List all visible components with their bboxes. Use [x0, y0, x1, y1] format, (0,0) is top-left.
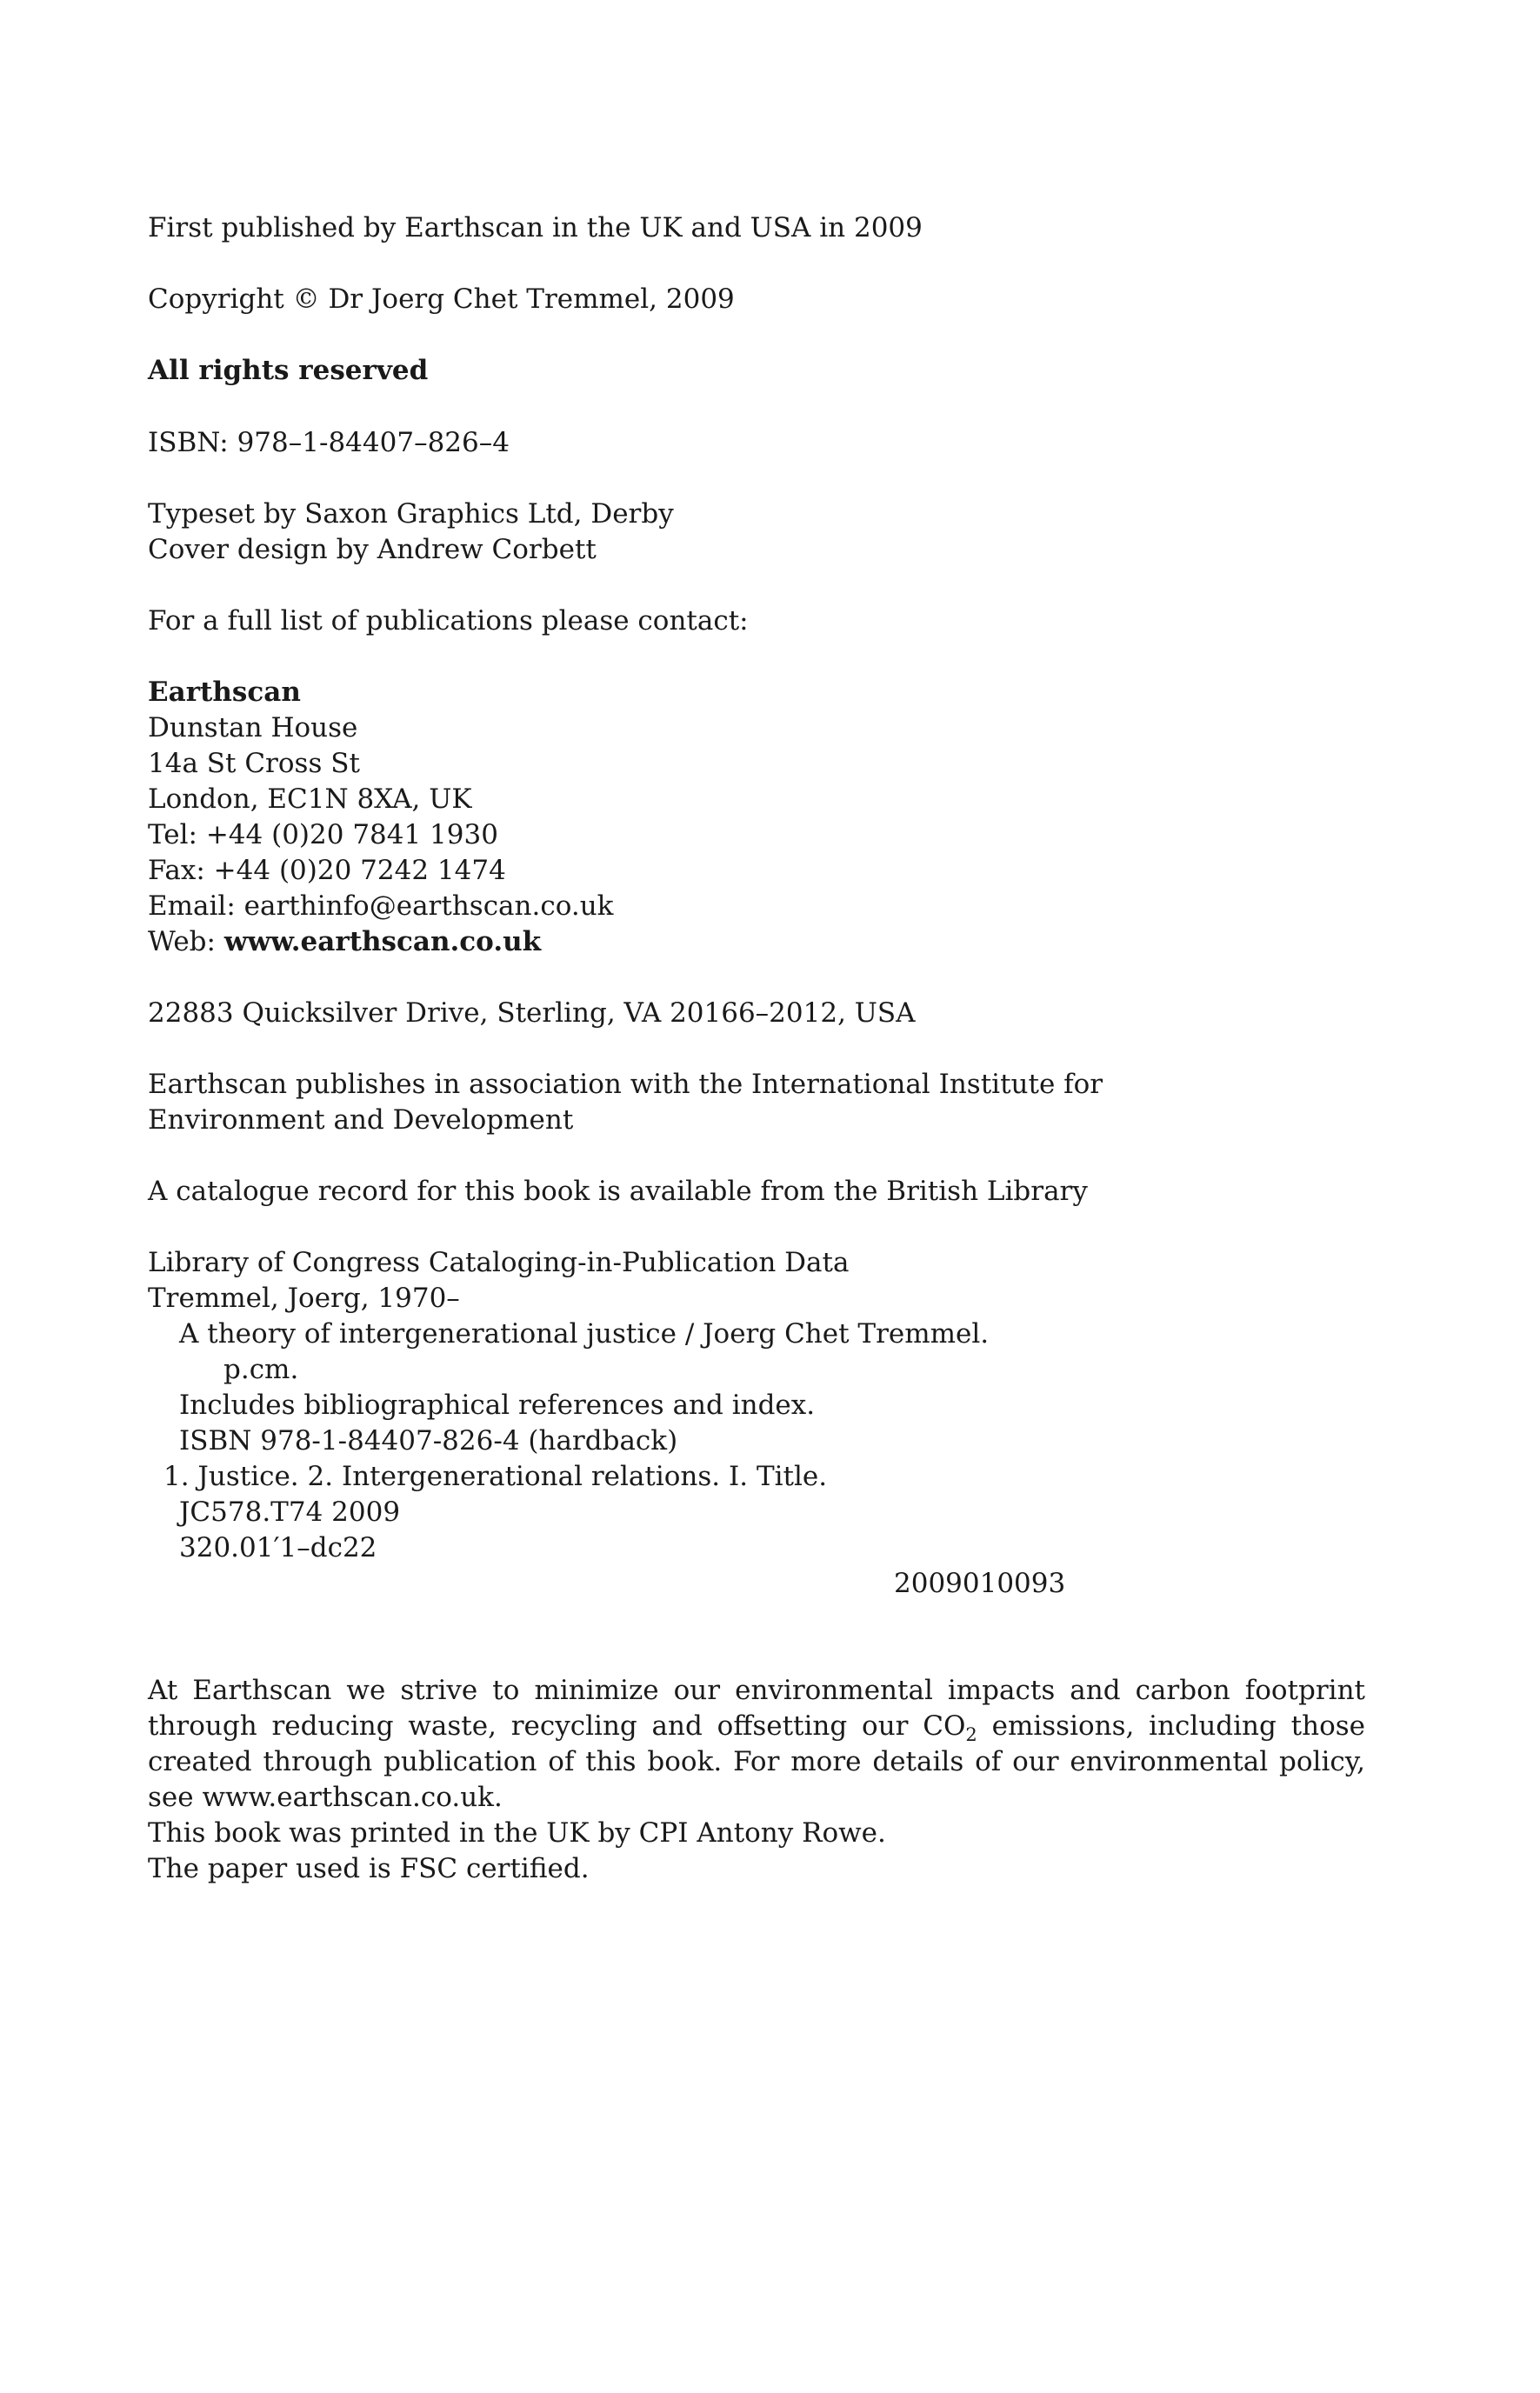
cip-subjects: 1. Justice. 2. Intergenerational relations. I. Title.	[163, 1461, 828, 1492]
cip-isbn: ISBN 978-1-84407-826-4 (hardback)	[179, 1425, 678, 1456]
cover-design-line: Cover design by Andrew Corbett	[148, 534, 597, 565]
web-label: Web:	[148, 926, 224, 957]
environment-text-after: emissions, including those created through publication of this book. For more details of our environmental policy, see www.earthscan.co.uk.	[148, 1710, 1366, 1813]
printed-by-line: This book was printed in the UK by CPI Antony Rowe.	[148, 1817, 886, 1849]
british-library-line: A catalogue record for this book is available from the British Library	[148, 1176, 1088, 1207]
cip-dewey: 320.01′1–dc22	[179, 1532, 377, 1563]
cip-title: A theory of intergenerational justice / Joerg Chet Tremmel.	[179, 1318, 990, 1350]
paper-line: The paper used is FSC certified.	[148, 1853, 590, 1884]
cip-author: Tremmel, Joerg, 1970–	[148, 1283, 460, 1314]
us-address: 22883 Quicksilver Drive, Sterling, VA 20166–2012, USA	[148, 997, 916, 1029]
contact-intro: For a full list of publications please contact:	[148, 605, 749, 637]
co2-subscript: 2	[965, 1724, 977, 1746]
rights-reserved: All rights reserved	[148, 355, 429, 386]
isbn-line: ISBN: 978–1-84407–826–4	[148, 427, 510, 458]
copyright-line: Copyright © Dr Joerg Chet Tremmel, 2009	[148, 283, 735, 315]
publisher-email: Email: earthinfo@earthscan.co.uk	[148, 890, 614, 922]
publisher-name: Earthscan	[148, 677, 301, 708]
cip-pages: p.cm.	[223, 1354, 299, 1385]
environment-statement	[148, 1673, 1365, 1816]
publisher-tel: Tel: +44 (0)20 7841 1930	[148, 819, 498, 850]
publisher-address-2: 14a St Cross St	[148, 748, 360, 779]
publisher-address-1: Dunstan House	[148, 712, 358, 743]
environment-text-before: At Earthscan we strive to minimize our environmental impacts and carbon footprint through reducing waste, recycling and offsetting our CO	[148, 1675, 1365, 1742]
first-published-line: First published by Earthscan in the UK and USA in 2009	[148, 212, 923, 243]
cip-lc-class: JC578.T74 2009	[179, 1496, 401, 1528]
publisher-address-3: London, EC1N 8XA, UK	[148, 783, 472, 815]
web-url: www.earthscan.co.uk	[223, 926, 542, 957]
cip-heading: Library of Congress Cataloging-in-Publication Data	[148, 1247, 850, 1278]
association-statement: Earthscan publishes in association with the International Institute for Environment and Development	[148, 1069, 1103, 1136]
cip-notes: Includes bibliographical references and index.	[179, 1390, 816, 1421]
cip-lccn: 2009010093	[894, 1568, 1066, 1599]
publisher-web	[148, 924, 541, 960]
typeset-line: Typeset by Saxon Graphics Ltd, Derby	[148, 498, 674, 530]
publisher-fax: Fax: +44 (0)20 7242 1474	[148, 855, 506, 886]
